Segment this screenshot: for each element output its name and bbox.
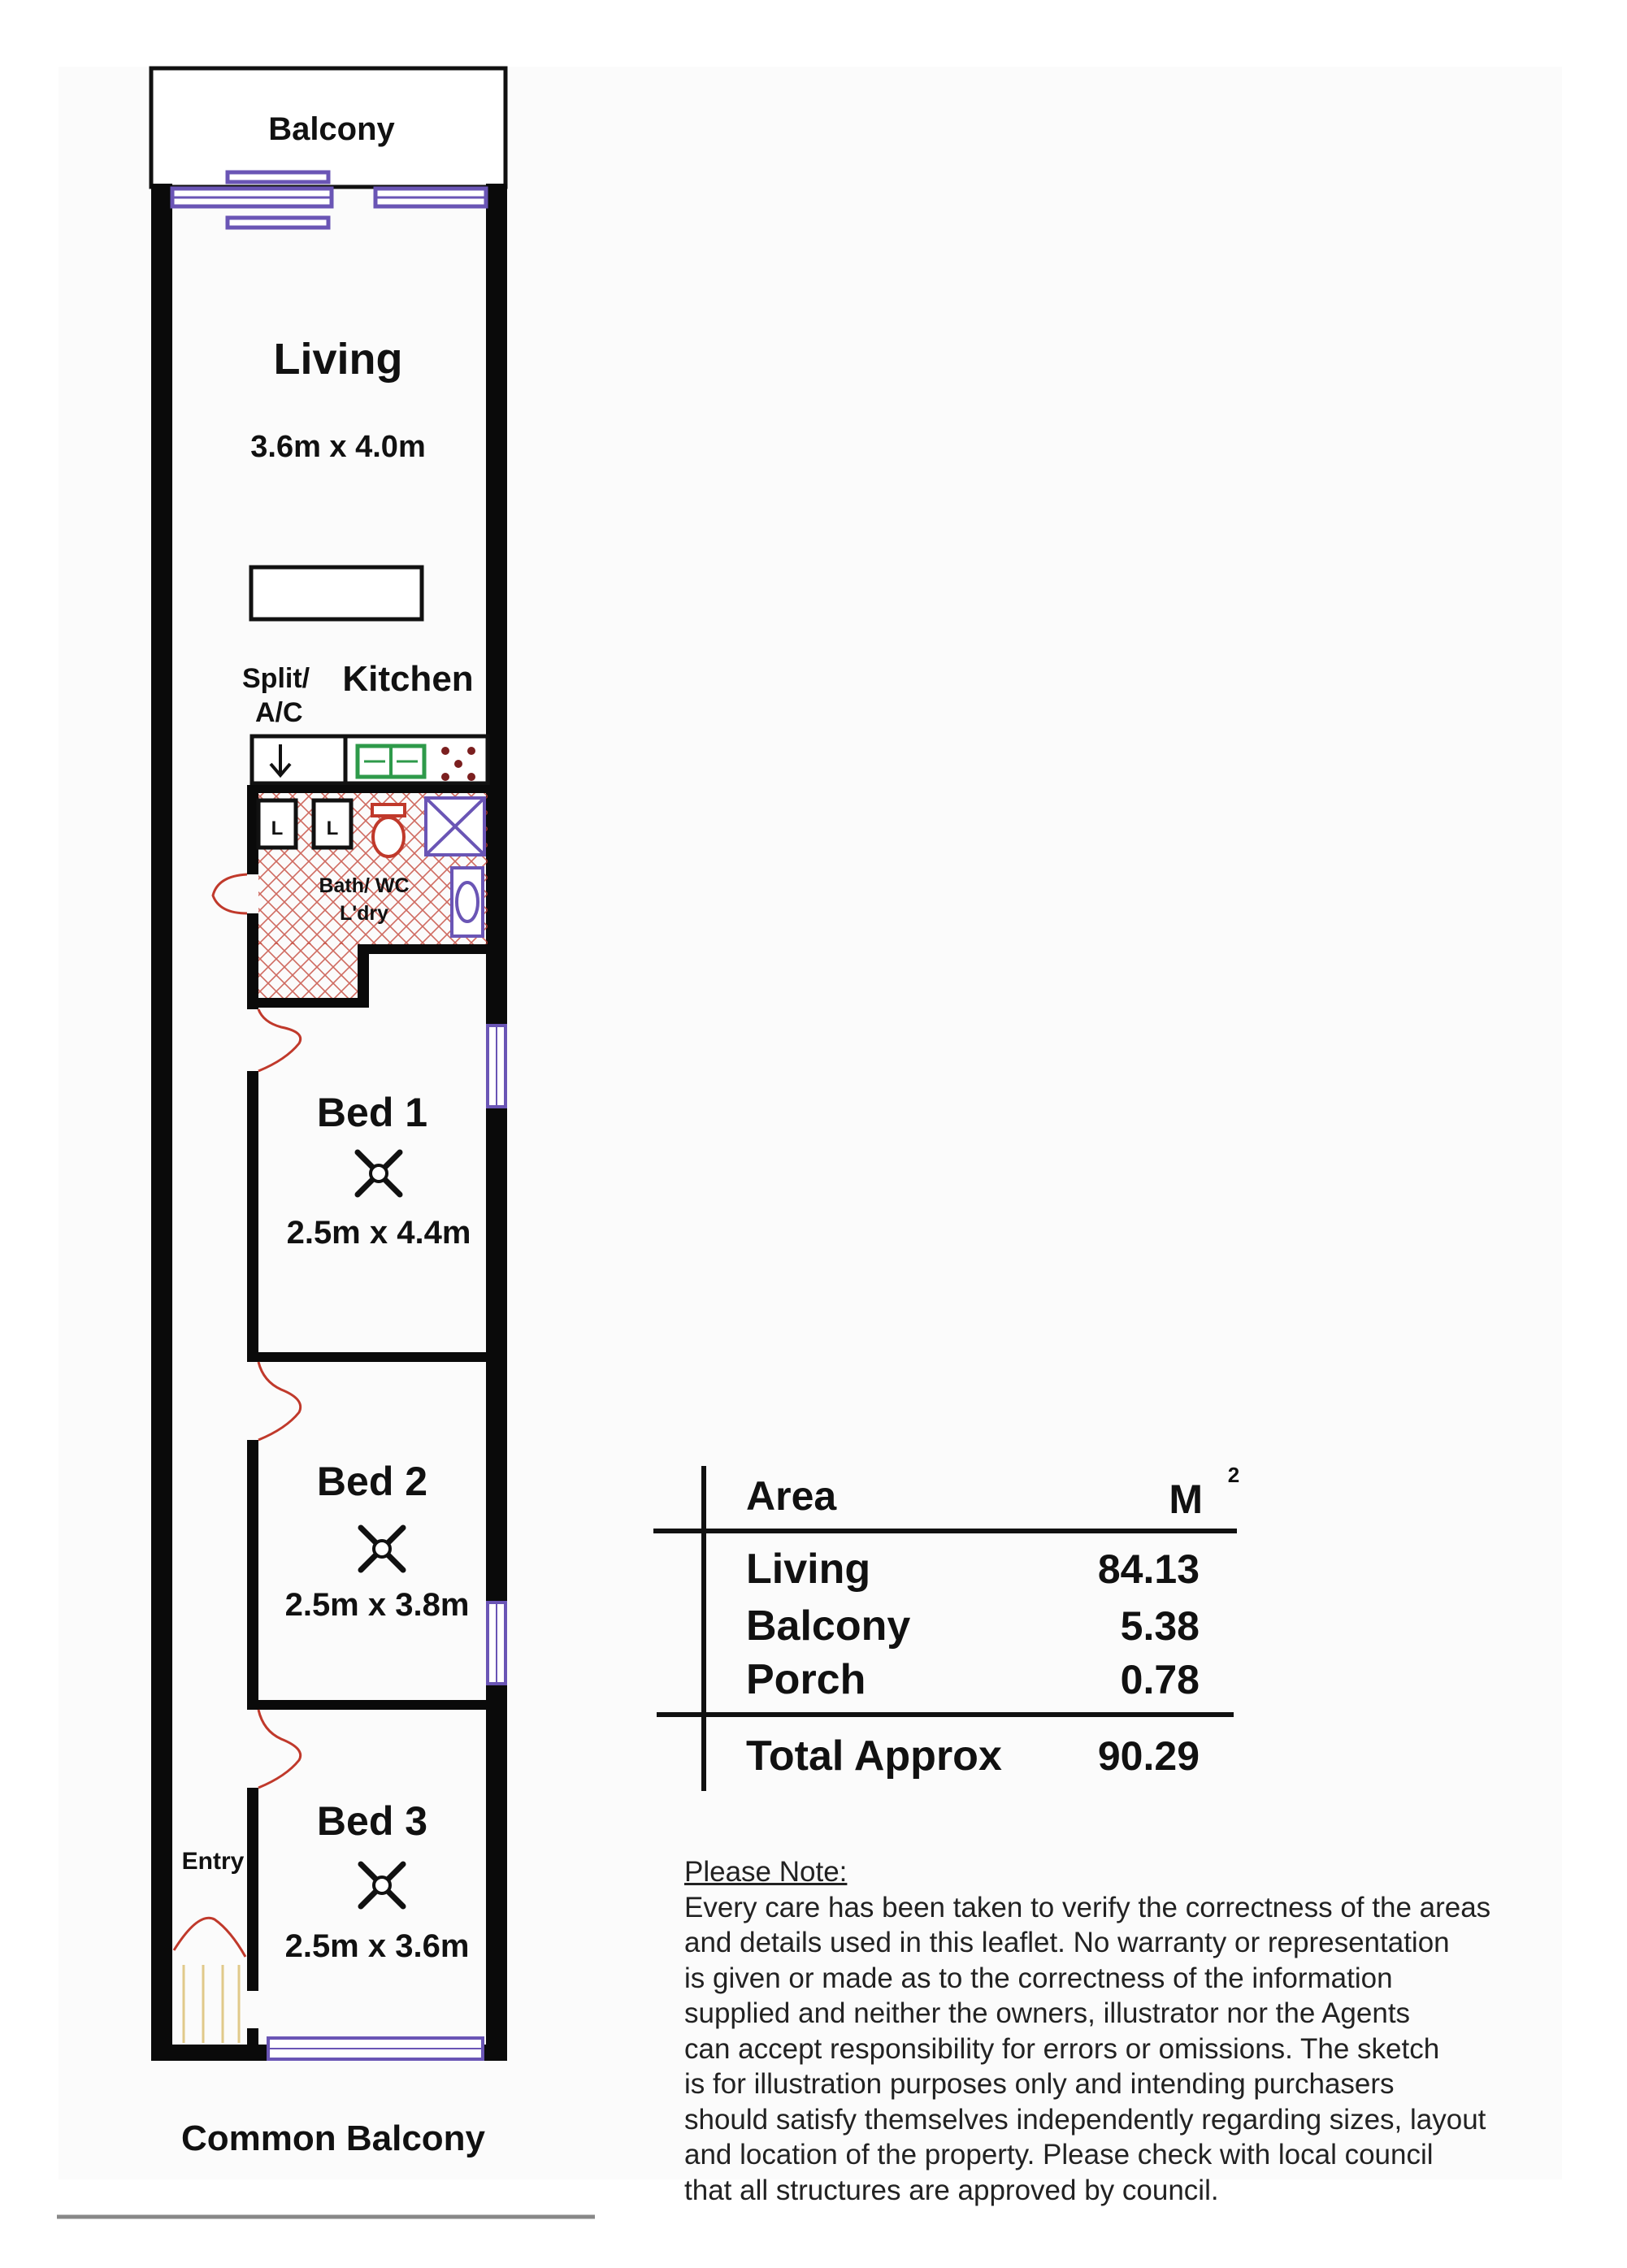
disclaimer-note: [684, 1854, 1590, 2208]
area-row-name: Porch: [746, 1656, 866, 1703]
bed3-dims: 2.5m x 3.6m: [284, 1928, 470, 1964]
common-balcony-label: Common Balcony: [180, 2118, 486, 2158]
area-row-value: 5.38: [1120, 1603, 1200, 1649]
toilet-icon: [372, 804, 405, 856]
note-line: should satisfy themselves independently regarding sizes, layout: [684, 2103, 1486, 2136]
note-line: can accept responsibility for errors or omissions. The sketch: [684, 2032, 1440, 2065]
area-row-value: 84.13: [1097, 1546, 1200, 1592]
area-row-value: 0.78: [1120, 1657, 1200, 1702]
note-line: is given or made as to the correctness of the information: [684, 1962, 1393, 1994]
bed3-label: Bed 3: [316, 1798, 428, 1844]
kitchen-counter: [252, 736, 488, 783]
kitchen-label: Kitchen: [342, 659, 474, 699]
laundry-tub-label-2: L: [326, 817, 339, 839]
bath-label: Bath/ WC: [319, 874, 410, 897]
bed1-label: Bed 1: [316, 1090, 428, 1135]
shower-icon: [426, 798, 484, 855]
split-ac-label-1: Split/: [242, 663, 310, 694]
living-label: Living: [273, 335, 403, 384]
note-title: Please Note:: [684, 1856, 848, 1888]
bed1-dims: 2.5m x 4.4m: [286, 1215, 471, 1251]
basin-icon: [452, 868, 483, 936]
note-line: supplied and neither the owners, illustrator nor the Agents: [684, 1997, 1411, 2029]
note-line: that all structures are approved by council.: [684, 2174, 1219, 2206]
balcony-label: Balcony: [268, 111, 395, 147]
note-line: and details used in this leaflet. No warranty or representation: [684, 1927, 1450, 1958]
area-total-name: Total Approx: [746, 1732, 1002, 1780]
bed2-label: Bed 2: [316, 1459, 428, 1504]
area-row-name: Balcony: [746, 1602, 911, 1650]
area-header-unit: M: [1169, 1477, 1203, 1522]
entry-label: Entry: [181, 1848, 245, 1875]
note-body: [684, 1890, 1590, 2209]
living-dims: 3.6m x 4.0m: [250, 430, 426, 464]
note-line: is for illustration purposes only and intending purchasers: [684, 2068, 1395, 2100]
ldry-label: L'dry: [339, 902, 389, 925]
kitchen-bench: [251, 567, 422, 619]
split-ac-label-2: A/C: [255, 697, 303, 728]
bed2-dims: 2.5m x 3.8m: [284, 1587, 470, 1623]
laundry-tub-label: L: [271, 817, 284, 839]
area-total-value: 90.29: [1097, 1733, 1200, 1779]
area-header-label: Area: [746, 1473, 837, 1519]
area-header-unit-sup: 2: [1227, 1463, 1240, 1487]
note-line: and location of the property. Please check with local council: [684, 2139, 1434, 2170]
area-row-name: Living: [746, 1546, 871, 1593]
note-line: Every care has been taken to verify the correctness of the areas: [684, 1891, 1491, 1923]
